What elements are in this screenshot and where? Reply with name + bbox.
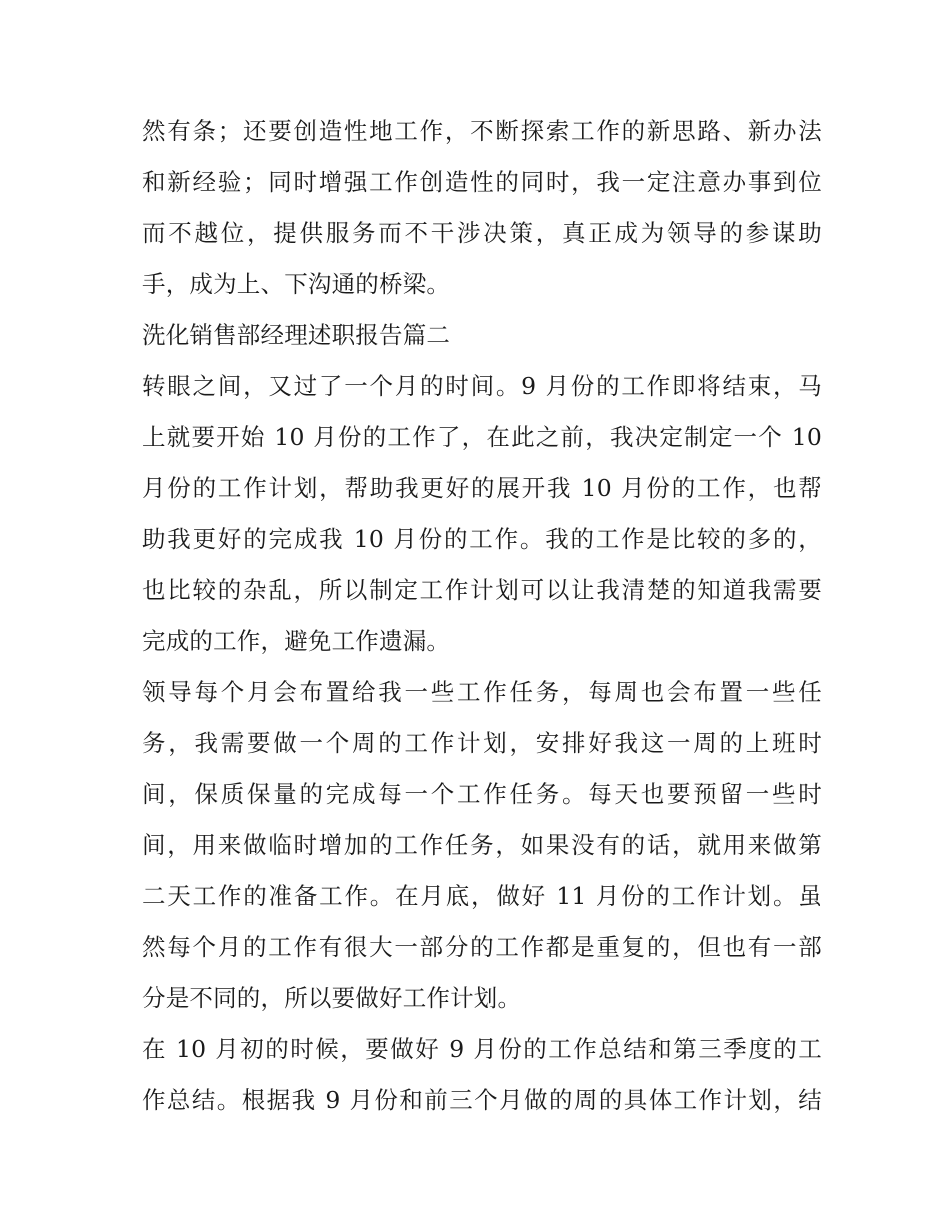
text-line: 分是不同的，所以要做好工作计划。 (142, 984, 522, 1012)
text-line: 间，用来做临时增加的工作任务，如果没有的话，就用来做第 (142, 831, 822, 859)
text-line: 而不越位，提供服务而不干涉决策，真正成为领导的参谋助 (142, 219, 822, 247)
text-line: 二天工作的准备工作。在月底，做好 11 月份的工作计划。虽 (142, 882, 822, 910)
text-line: 然有条；还要创造性地工作，不断探索工作的新思路、新办法 (142, 117, 822, 145)
text-line: 然每个月的工作有很大一部分的工作都是重复的，但也有一部 (142, 933, 822, 961)
text-line: 和新经验；同时增强工作创造性的同时，我一定注意办事到位 (142, 168, 822, 196)
text-line: 助我更好的完成我 10 月份的工作。我的工作是比较的多的， (142, 525, 822, 553)
text-line: 务，我需要做一个周的工作计划，安排好我这一周的上班时 (142, 729, 822, 757)
text-line: 上就要开始 10 月份的工作了，在此之前，我决定制定一个 10 (142, 423, 822, 451)
section-heading: 洗化销售部经理述职报告篇二 (142, 321, 451, 349)
text-line: 月份的工作计划，帮助我更好的展开我 10 月份的工作，也帮 (142, 474, 822, 502)
text-line: 领导每个月会布置给我一些工作任务，每周也会布置一些任 (142, 678, 822, 706)
text-line: 转眼之间，又过了一个月的时间。9 月份的工作即将结束，马 (142, 372, 822, 400)
text-line: 在 10 月初的时候，要做好 9 月份的工作总结和第三季度的工 (142, 1035, 822, 1063)
document-page (142, 106, 822, 1126)
text-line: 也比较的杂乱，所以制定工作计划可以让我清楚的知道我需要 (142, 576, 822, 604)
text-line: 作总结。根据我 9 月份和前三个月做的周的具体工作计划，结 (142, 1086, 822, 1114)
text-line: 间，保质保量的完成每一个工作任务。每天也要预留一些时 (142, 780, 822, 808)
text-line: 手，成为上、下沟通的桥梁。 (142, 270, 451, 298)
text-line: 完成的工作，避免工作遗漏。 (142, 627, 451, 655)
